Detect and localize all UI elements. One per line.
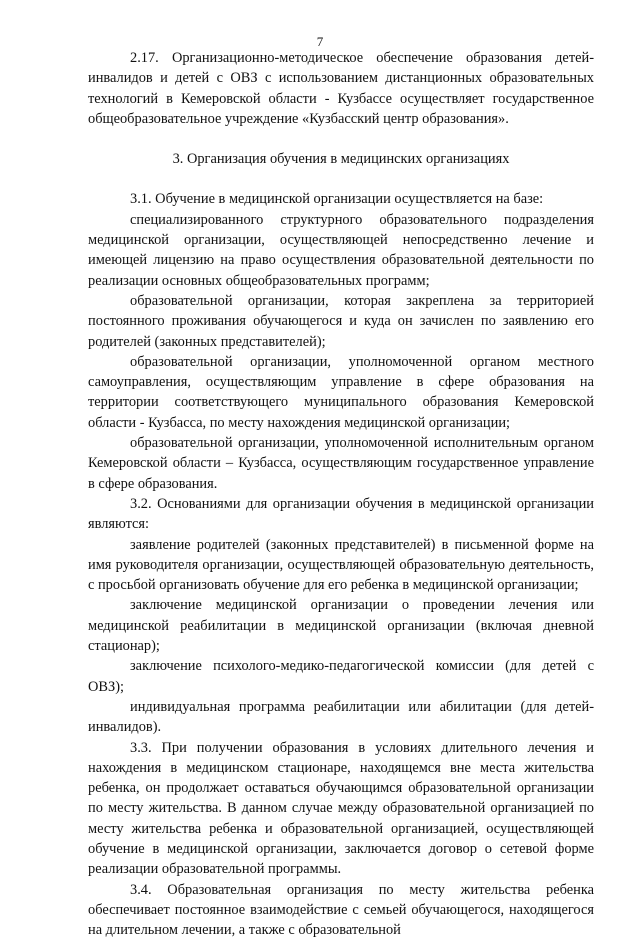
- section-heading-3: 3. Организация обучения в медицинских организациях: [172, 151, 510, 168]
- paragraph-3-2-item-3: заключение психолого-медико-педагогической комиссии (для детей с ОВЗ);: [88, 658, 594, 695]
- paragraph-2-17: 2.17. Организационно-методическое обеспечение образования детей-инвалидов и детей с ОВЗ с использованием дистанционных образовательных технологий в Кемеровской области - Кузбассе осуществляет государственное общеобразовательное учреждение «Кузбасский центр образования».: [88, 50, 594, 127]
- document-body: [88, 48, 594, 940]
- paragraph-3-3: 3.3. При получении образования в условиях длительного лечения и нахождения в медицинском стационаре, находящемся вне места жительства ребенка, он продолжает оставаться обучающимся образовательной организации по месту жительства. В данном случае между образовательной организацией по месту жительства ребенка и образовательной организацией, осуществляющей обучение в медицинской организации, заключается договор о сетевой форме реализации образовательной программы.: [88, 739, 594, 878]
- paragraph-3-2: 3.2. Основаниями для организации обучения в медицинской организации являются:: [88, 495, 594, 533]
- page-number: 7: [316, 34, 324, 49]
- paragraph-3-1-item-3: образовательной организации, уполномоченной органом местного самоуправления, осуществляющим управление в сфере образования на территории соответствующего муниципального образования Кемеровской области - Кузбасса, по месту нахождения медицинской организации;: [88, 353, 594, 431]
- paragraph-3-1-item-2: образовательной организации, которая закреплена за территорией постоянного проживания обучающегося и куда он зачислен по заявлению его родителей (законных представителей);: [88, 292, 594, 350]
- paragraph-3-2-item-2: заключение медицинской организации о проведении лечения или медицинской реабилитации в медицинской организации (включая дневной стационар);: [88, 597, 594, 655]
- paragraph-3-1: 3.1. Обучение в медицинской организации осуществляется на базе:: [130, 191, 544, 208]
- paragraph-3-2-item-4: индивидуальная программа реабилитации или абилитации (для детей-инвалидов).: [88, 698, 594, 736]
- paragraph-3-1-item-4: образовательной организации, уполномоченной исполнительным органом Кемеровской области – Кузбасса, осуществляющим государственное управление в сфере образования.: [88, 435, 594, 492]
- paragraph-3-1-item-1: специализированного структурного образовательного подразделения медицинской организации, осуществляющей непосредственно лечение и имеющей лицензию на право осуществления образовательной деятельности по реализации основных общеобразовательных программ;: [88, 211, 594, 289]
- paragraph-3-4: 3.4. Образовательная организация по месту жительства ребенка обеспечивает постоянное взаимодействие с семьей обучающегося, находящегося на длительном лечении, а также с образовательной: [88, 881, 594, 939]
- paragraph-3-2-item-1: заявление родителей (законных представителей) в письменной форме на имя руководителя организации, осуществляющей образовательную деятельность, с просьбой организовать обучение для его ребенка в медицинской организации;: [88, 536, 594, 594]
